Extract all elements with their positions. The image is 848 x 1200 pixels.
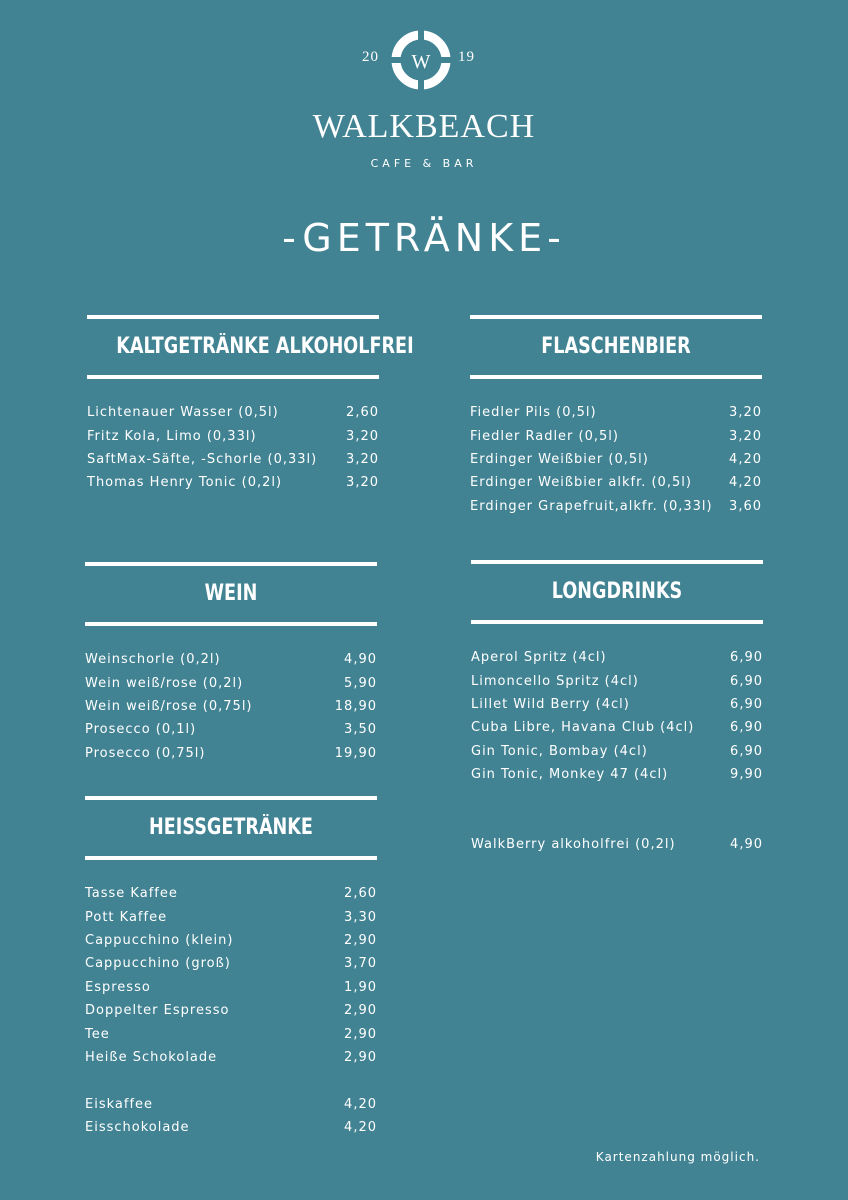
section-title: WEIN — [204, 581, 258, 606]
menu-item — [471, 833, 763, 856]
menu-item-name: Prosecco (0,75l) — [85, 745, 206, 761]
item-list — [85, 882, 377, 1139]
section-heissgetraenke — [85, 796, 377, 1139]
menu-item-name: Thomas Henry Tonic (0,2l) — [87, 475, 283, 491]
menu-item-name: Weinschorle (0,2l) — [85, 652, 221, 668]
menu-item-price: 4,20 — [729, 475, 762, 491]
menu-item-price: 2,60 — [346, 405, 379, 421]
section-rule-bottom — [87, 375, 379, 379]
menu-item — [85, 671, 377, 694]
menu-item-name: Fritz Kola, Limo (0,33l) — [87, 428, 257, 444]
section-longdrinks — [471, 560, 763, 857]
logo-year-left: 20 — [362, 49, 379, 65]
section-rule-bottom — [471, 620, 763, 624]
menu-item-price: 4,20 — [729, 451, 762, 467]
logo-monogram: W — [411, 51, 431, 73]
menu-item — [85, 1093, 377, 1116]
item-list — [87, 401, 379, 495]
menu-item — [85, 929, 377, 952]
menu-item-name: Erdinger Weißbier (0,5l) — [470, 451, 649, 467]
menu-item-price: 3,20 — [346, 451, 379, 467]
menu-item-price: 6,90 — [730, 650, 763, 666]
menu-item — [471, 669, 763, 692]
section-kaltgetraenke — [87, 315, 414, 495]
menu-item-price: 3,20 — [346, 475, 379, 491]
menu-item-price: 4,90 — [344, 652, 377, 668]
menu-item — [471, 740, 763, 763]
menu-item-name: Wein weiß/rose (0,2l) — [85, 675, 244, 691]
menu-item-name: Eiskaffee — [85, 1096, 154, 1112]
menu-item-price: 19,90 — [334, 745, 377, 761]
menu-item-name: Limoncello Spritz (4cl) — [471, 673, 639, 689]
section-title: LONGDRINKS — [551, 579, 683, 604]
menu-item-price: 2,90 — [344, 1049, 377, 1065]
menu-item-name: WalkBerry alkoholfrei (0,2l) — [471, 837, 676, 853]
menu-item-name: Cuba Libre, Havana Club (4cl) — [471, 720, 695, 736]
menu-item-price: 6,90 — [730, 696, 763, 712]
menu-item-name: Gin Tonic, Bombay (4cl) — [471, 743, 648, 759]
menu-item-name: Wein weiß/rose (0,75l) — [85, 698, 253, 714]
menu-item-price: 5,90 — [344, 675, 377, 691]
section-title: HEISSGETRÄNKE — [149, 815, 313, 840]
menu-item-price: 2,60 — [344, 886, 377, 902]
menu-item-name: Cappucchino (groß) — [85, 956, 231, 972]
item-list — [471, 646, 763, 857]
menu-item-name: Tasse Kaffee — [85, 886, 178, 902]
section-title: FLASCHENBIER — [541, 334, 691, 359]
menu-item — [85, 905, 377, 928]
menu-item — [85, 952, 377, 975]
item-list — [85, 648, 377, 765]
menu-item-name: Fiedler Radler (0,5l) — [470, 428, 619, 444]
menu-item-name: Pott Kaffee — [85, 909, 168, 925]
menu-item-price: 6,90 — [730, 673, 763, 689]
section-rule-bottom — [85, 622, 377, 626]
menu-item-price: 3,30 — [344, 909, 377, 925]
menu-item-name: Aperol Spritz (4cl) — [471, 650, 607, 666]
menu-item — [470, 424, 762, 447]
menu-item-price: 3,20 — [346, 428, 379, 444]
menu-item — [85, 1022, 377, 1045]
menu-item-name: Erdinger Grapefruit,alkfr. (0,33l) — [470, 498, 713, 514]
menu-item-name: Tee — [85, 1026, 110, 1042]
menu-item — [87, 424, 379, 447]
menu-item-name: Lillet Wild Berry (4cl) — [471, 696, 630, 712]
menu-item — [470, 471, 762, 494]
menu-item-name: Doppelter Espresso — [85, 1003, 230, 1019]
menu-item — [85, 882, 377, 905]
section-wein — [85, 562, 377, 765]
menu-item — [85, 1046, 377, 1069]
menu-item — [87, 401, 379, 424]
menu-item-price: 1,90 — [344, 979, 377, 995]
menu-item-price: 6,90 — [730, 743, 763, 759]
menu-item — [85, 742, 377, 765]
page-title: -GETRÄNKE- — [282, 216, 566, 260]
menu-item — [85, 976, 377, 999]
logo-ring-icon — [391, 30, 451, 90]
menu-item — [471, 763, 763, 786]
brand-name: WALKBEACH — [312, 108, 536, 145]
section-rule-bottom — [470, 375, 762, 379]
menu-item — [85, 695, 377, 718]
menu-item-price: 2,90 — [344, 1026, 377, 1042]
menu-item-price: 3,70 — [344, 956, 377, 972]
menu-item-name: Heiße Schokolade — [85, 1049, 218, 1065]
section-flaschenbier — [470, 315, 762, 518]
menu-item-name: Fiedler Pils (0,5l) — [470, 405, 597, 421]
menu-item-name: Prosecco (0,1l) — [85, 722, 197, 738]
menu-item-name: Cappucchino (klein) — [85, 932, 234, 948]
menu-item-price: 3,20 — [729, 405, 762, 421]
menu-item-name: Gin Tonic, Monkey 47 (4cl) — [471, 767, 669, 783]
menu-item-price: 4,20 — [344, 1120, 377, 1136]
menu-item — [85, 1116, 377, 1139]
section-title: KALTGETRÄNKE ALKOHOLFREI — [116, 334, 414, 359]
menu-item — [87, 471, 379, 494]
menu-item-name: Eisschokolade — [85, 1120, 190, 1136]
menu-item — [471, 716, 763, 739]
item-list — [470, 401, 762, 518]
spacer — [85, 1069, 377, 1092]
menu-item-price: 18,90 — [334, 698, 377, 714]
spacer — [471, 786, 763, 833]
menu-item-name: SaftMax-Säfte, -Schorle (0,33l) — [87, 451, 318, 467]
menu-item-price: 2,90 — [344, 1003, 377, 1019]
menu-item-price: 3,20 — [729, 428, 762, 444]
menu-item — [470, 495, 762, 518]
menu-item — [87, 448, 379, 471]
menu-item — [471, 693, 763, 716]
footer-note: Kartenzahlung möglich. — [595, 1150, 760, 1164]
menu-item-price: 2,90 — [344, 932, 377, 948]
menu-item-name: Lichtenauer Wasser (0,5l) — [87, 405, 279, 421]
menu-item — [85, 999, 377, 1022]
menu-item-price: 6,90 — [730, 720, 763, 736]
menu-item-price: 3,60 — [729, 498, 762, 514]
menu-item-price: 9,90 — [730, 767, 763, 783]
brand-subtitle: CAFE & BAR — [370, 157, 478, 170]
menu-item-price: 4,90 — [730, 837, 763, 853]
menu-item-price: 3,50 — [344, 722, 377, 738]
menu-item — [471, 646, 763, 669]
menu-item-name: Erdinger Weißbier alkfr. (0,5l) — [470, 475, 692, 491]
menu-item — [85, 648, 377, 671]
menu-item-name: Espresso — [85, 979, 151, 995]
menu-item-price: 4,20 — [344, 1096, 377, 1112]
menu-item — [470, 448, 762, 471]
logo-year-right: 19 — [458, 49, 475, 65]
section-rule-bottom — [85, 856, 377, 860]
menu-item — [470, 401, 762, 424]
menu-item — [85, 718, 377, 741]
